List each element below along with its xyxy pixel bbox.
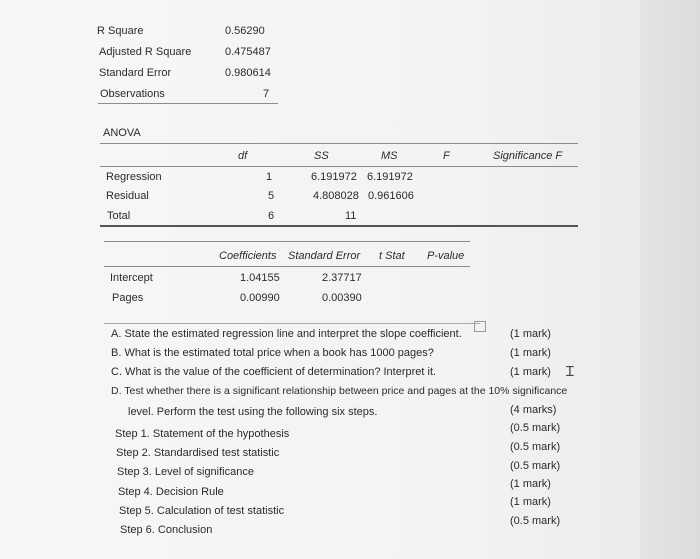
question-marks: (1 mark) <box>510 347 551 359</box>
page-edge-background <box>640 0 700 559</box>
question-text: C. What is the value of the coefficient of determination? Interpret it. <box>111 366 437 378</box>
step-text: Step 2. Standardised test statistic <box>116 447 280 459</box>
anova-row-label: Regression <box>106 171 162 183</box>
text-cursor-icon: Ɪ <box>566 364 574 380</box>
step-text: Step 4. Decision Rule <box>118 486 224 498</box>
stat-label: R Square <box>97 25 144 37</box>
anova-row-df: 6 <box>268 210 275 222</box>
coef-row-label: Pages <box>112 292 144 304</box>
stat-value: 0.980614 <box>225 67 271 79</box>
anova-row-ms: 0.961606 <box>368 190 414 202</box>
step-text: Step 3. Level of significance <box>117 466 254 478</box>
stat-value: 0.56290 <box>225 25 265 37</box>
coef-header-p-value: P-value <box>427 250 465 262</box>
coef-row-coefficient: 0.00990 <box>240 292 280 304</box>
anova-row-ss: 11 <box>345 210 357 222</box>
coef-row-coefficient: 1.04155 <box>240 272 280 284</box>
stat-label: Adjusted R Square <box>99 46 192 58</box>
coef-header-rule <box>104 266 470 267</box>
question-text: A. State the estimated regression line and interpret the slope coefficient. <box>111 328 462 340</box>
anova-header-df: df <box>238 150 248 162</box>
anova-bottom-rule <box>100 225 578 227</box>
anova-row-ms: 6.191972 <box>367 171 413 183</box>
step-marks: (0.5 mark) <box>510 422 561 434</box>
question-marks: (4 marks) <box>510 404 557 416</box>
anova-header-f: F <box>443 150 450 162</box>
step-marks: (0.5 mark) <box>510 515 561 527</box>
anova-row-df: 1 <box>266 171 273 183</box>
stat-label: Standard Error <box>99 67 172 79</box>
coef-top-rule <box>104 241 470 242</box>
step-marks: (1 mark) <box>510 478 551 490</box>
stat-value: 0.475487 <box>225 46 271 58</box>
anova-header-significance-f: Significance F <box>493 150 563 162</box>
stats-bottom-rule <box>98 103 278 104</box>
checkbox-icon <box>474 321 486 332</box>
question-text: B. What is the estimated total price when a book has 1000 pages? <box>111 347 434 359</box>
anova-row-ss: 6.191972 <box>311 171 357 183</box>
anova-title: ANOVA <box>103 127 141 139</box>
step-text: Step 5. Calculation of test statistic <box>119 505 285 517</box>
coef-row-label: Intercept <box>110 272 153 284</box>
coef-header-t-stat: t Stat <box>379 250 405 262</box>
coef-row-standard-error: 0.00390 <box>322 292 362 304</box>
anova-header-rule <box>100 166 578 167</box>
step-marks: (0.5 mark) <box>510 460 561 472</box>
anova-row-label: Residual <box>106 190 149 202</box>
coef-header-standard-error: Standard Error <box>288 250 361 262</box>
question-text: D. Test whether there is a significant relationship between price and pages at the 10% significance <box>111 385 568 397</box>
anova-header-ms: MS <box>381 150 398 162</box>
anova-row-ss: 4.808028 <box>313 190 359 202</box>
stat-value: 7 <box>263 88 270 100</box>
step-text: Step 6. Conclusion <box>120 524 213 536</box>
stat-label: Observations <box>100 88 165 100</box>
question-marks: (1 mark) <box>510 366 551 378</box>
question-marks: (1 mark) <box>510 328 551 340</box>
questions-top-rule <box>104 323 480 324</box>
anova-row-label: Total <box>107 210 131 222</box>
anova-header-ss: SS <box>314 150 329 162</box>
coef-row-standard-error: 2.37717 <box>322 272 362 284</box>
anova-row-df: 5 <box>268 190 275 202</box>
anova-top-rule <box>100 143 578 144</box>
step-marks: (1 mark) <box>510 496 551 508</box>
question-text: level. Perform the test using the following six steps. <box>128 406 378 418</box>
step-text: Step 1. Statement of the hypothesis <box>115 428 290 440</box>
step-marks: (0.5 mark) <box>510 441 561 453</box>
coef-header-coefficients: Coefficients <box>219 250 277 262</box>
